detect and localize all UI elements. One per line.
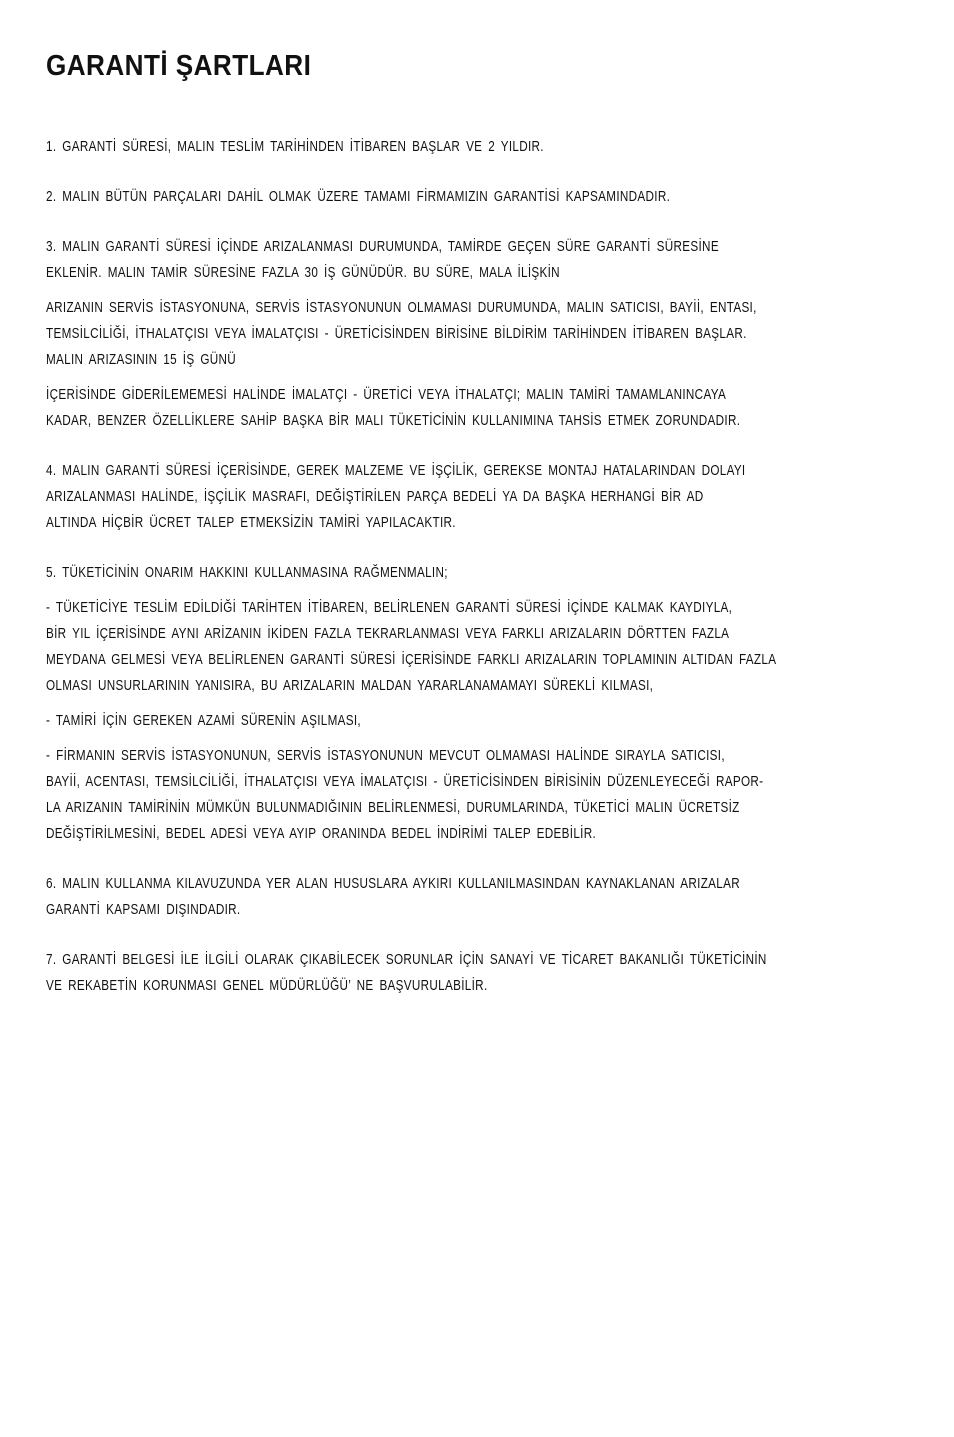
- text-line: İÇERİSİNDE GİDERİLEMEMESİ HALİNDE İMALATÇI - ÜRETİCİ VEYA İTHALATÇI; MALIN TAMİRİ TAMAMLANINCAYA: [46, 386, 727, 403]
- text-line: TEMSİLCİLİĞİ, İTHALATÇISI VEYA İMALATÇISI - ÜRETİCİSİNDEN BİRİSİNE BİLDİRİM TARİHİNDEN İTİBAREN BAŞLAR.: [46, 325, 747, 342]
- text-line: VE REKABETİN KORUNMASI GENEL MÜDÜRLÜĞÜ’ NE BAŞVURULABİLİR.: [46, 977, 488, 994]
- text-line: MALIN ARIZASININ 15 İŞ GÜNÜ: [46, 351, 237, 368]
- text-line: 5. TÜKETİCİNİN ONARIM HAKKINI KULLANMASINA RAĞMENMALIN;: [46, 564, 448, 581]
- text-line: 1. GARANTİ SÜRESİ, MALIN TESLİM TARİHİNDEN İTİBAREN BAŞLAR VE 2 YILDIR.: [46, 138, 544, 155]
- text-line: - FİRMANIN SERVİS İSTASYONUNUN, SERVİS İSTASYONUNUN MEVCUT OLMAMASI HALİNDE SIRAYLA SATICISI,: [46, 747, 725, 764]
- text-line: ARIZALANMASI HALİNDE, İŞÇİLİK MASRAFI, DEĞİŞTİRİLEN PARÇA BEDELİ YA DA BAŞKA HERHANGİ BİR AD: [46, 488, 704, 505]
- text-line: 7. GARANTİ BELGESİ İLE İLGİLİ OLARAK ÇIKABİLECEK SORUNLAR İÇİN SANAYİ VE TİCARET BAKANLIĞI TÜKETİCİNİN: [46, 951, 767, 968]
- page-title: GARANTİ ŞARTLARI: [46, 50, 312, 82]
- text-line: 3. MALIN GARANTİ SÜRESİ İÇİNDE ARIZALANMASI DURUMUNDA, TAMİRDE GEÇEN SÜRE GARANTİ SÜRESİNE: [46, 238, 719, 255]
- text-line: 6. MALIN KULLANMA KILAVUZUNDA YER ALAN HUSUSLARA AYKIRI KULLANILMASINDAN KAYNAKLANAN ARIZALAR: [46, 875, 740, 892]
- text-line: OLMASI UNSURLARININ YANISIRA, BU ARIZALARIN MALDAN YARARLANAMAMAYI SÜREKLİ KILMASI,: [46, 677, 654, 694]
- text-line: - TAMİRİ İÇİN GEREKEN AZAMİ SÜRENİN AŞILMASI,: [46, 712, 362, 729]
- text-line: - TÜKETİCİYE TESLİM EDİLDİĞİ TARİHTEN İTİBAREN, BELİRLENEN GARANTİ SÜRESİ İÇİNDE KALMAK KAYDIYLA,: [46, 599, 733, 616]
- text-line: ARIZANIN SERVİS İSTASYONUNA, SERVİS İSTASYONUNUN OLMAMASI DURUMUNDA, MALIN SATICISI, BAYİİ, ENTASI,: [46, 299, 757, 316]
- text-line: KADAR, BENZER ÖZELLİKLERE SAHİP BAŞKA BİR MALI TÜKETİCİNİN KULLANIMINA TAHSİS ETMEK ZORUNDADIR.: [46, 412, 741, 429]
- text-line: ALTINDA HİÇBİR ÜCRET TALEP ETMEKSİZİN TAMİRİ YAPILACAKTIR.: [46, 514, 456, 531]
- text-line: 2. MALIN BÜTÜN PARÇALARI DAHİL OLMAK ÜZERE TAMAMI FİRMAMIZIN GARANTİSİ KAPSAMINDADIR.: [46, 188, 671, 205]
- text-line: GARANTİ KAPSAMI DIŞINDADIR.: [46, 901, 241, 918]
- text-line: LA ARIZANIN TAMİRİNİN MÜMKÜN BULUNMADIĞININ BELİRLENMESİ, DURUMLARINDA, TÜKETİCİ MALIN ÜCRETSİZ: [46, 799, 740, 816]
- text-line: EKLENİR. MALIN TAMİR SÜRESİNE FAZLA 30 İŞ GÜNÜDÜR. BU SÜRE, MALA İLİŞKİN: [46, 264, 560, 281]
- text-line: DEĞİŞTİRİLMESİNİ, BEDEL ADESİ VEYA AYIP ORANINDA BEDEL İNDİRİMİ TALEP EDEBİLİR.: [46, 825, 597, 842]
- text-line: 4. MALIN GARANTİ SÜRESİ İÇERİSİNDE, GEREK MALZEME VE İŞÇİLİK, GEREKSE MONTAJ HATALARINDAN DOLAYI: [46, 462, 746, 479]
- text-line: BAYİİ, ACENTASI, TEMSİLCİLİĞİ, İTHALATÇISI VEYA İMALATÇISI - ÜRETİCİSİNDEN BİRİSİNİN DÜZENLEYECEĞİ RAPOR-: [46, 773, 764, 790]
- text-line: BİR YIL İÇERİSİNDE AYNI ARİZANIN İKİDEN FAZLA TEKRARLANMASI VEYA FARKLI ARIZALARIN DÖRTTEN FAZLA: [46, 625, 730, 642]
- text-line: MEYDANA GELMESİ VEYA BELİRLENEN GARANTİ SÜRESİ İÇERİSİNDE FARKLI ARIZALARIN TOPLAMININ ALTIDAN FAZLA: [46, 651, 777, 668]
